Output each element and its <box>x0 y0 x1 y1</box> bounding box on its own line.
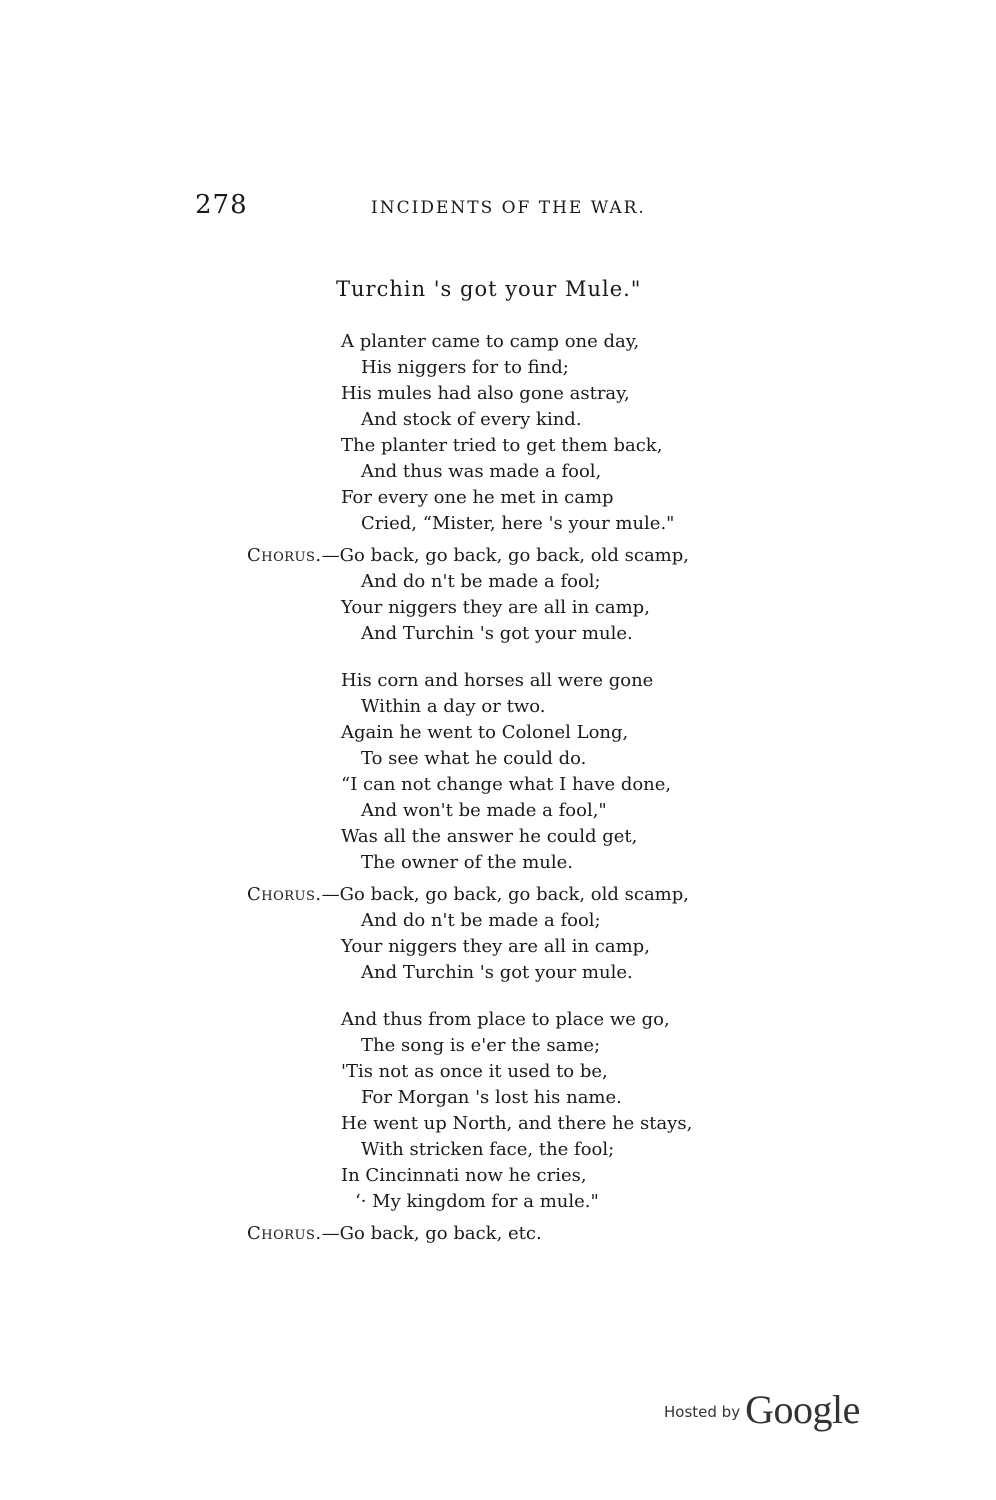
stanza-line: And stock of every kind. <box>361 409 582 430</box>
chorus-text: —Go back, go back, go back, old scamp, <box>321 545 689 566</box>
chorus-line: And do n't be made a fool; <box>361 910 601 931</box>
stanza-line: With stricken face, the fool; <box>361 1139 615 1160</box>
chorus-line: Your niggers they are all in camp, <box>341 597 650 618</box>
hosted-by-text: Hosted by <box>664 1403 741 1421</box>
stanza-line: Cried, “Mister, here 's your mule." <box>361 513 675 534</box>
stanza-line: In Cincinnati now he cries, <box>341 1165 587 1186</box>
stanza-line: The song is e'er the same; <box>361 1035 601 1056</box>
chorus-text: —Go back, go back, go back, old scamp, <box>321 884 689 905</box>
stanza-line: A planter came to camp one day, <box>341 331 640 352</box>
stanza-line: For Morgan 's lost his name. <box>361 1087 622 1108</box>
chorus-line: And Turchin 's got your mule. <box>361 962 633 983</box>
chorus-line <box>247 886 689 904</box>
stanza-line: He went up North, and there he stays, <box>341 1113 693 1134</box>
stanza-line: ‘· My kingdom for a mule." <box>355 1191 599 1212</box>
chorus-line <box>247 1225 542 1243</box>
stanza-line: The planter tried to get them back, <box>341 435 663 456</box>
chorus-line: And Turchin 's got your mule. <box>361 623 633 644</box>
chorus-label: Chorus. <box>247 884 322 905</box>
stanza-line: His corn and horses all were gone <box>341 670 654 691</box>
running-head: INCIDENTS OF THE WAR. <box>371 198 646 218</box>
stanza-line: “I can not change what I have done, <box>341 774 672 795</box>
stanza-line: His niggers for to find; <box>361 357 569 378</box>
page-number: 278 <box>195 190 248 220</box>
stanza-line: The owner of the mule. <box>361 852 574 873</box>
stanza-line: Within a day or two. <box>361 696 546 717</box>
chorus-line: And do n't be made a fool; <box>361 571 601 592</box>
google-logo: Google <box>745 1387 860 1432</box>
chorus-line <box>247 547 689 565</box>
song-title: Turchin 's got your Mule." <box>336 277 642 301</box>
chorus-label: Chorus. <box>247 545 322 566</box>
chorus-label: Chorus. <box>247 1223 322 1244</box>
stanza-line: And thus was made a fool, <box>361 461 602 482</box>
hosted-by-watermark <box>664 1386 860 1433</box>
stanza-line: His mules had also gone astray, <box>341 383 630 404</box>
stanza-line: And won't be made a fool," <box>361 800 607 821</box>
stanza-line: Again he went to Colonel Long, <box>341 722 629 743</box>
stanza-line: Was all the answer he could get, <box>341 826 638 847</box>
stanza-line: To see what he could do. <box>361 748 587 769</box>
chorus-text: —Go back, go back, etc. <box>321 1223 542 1244</box>
chorus-line: Your niggers they are all in camp, <box>341 936 650 957</box>
stanza-line: And thus from place to place we go, <box>341 1009 670 1030</box>
stanza-line: 'Tis not as once it used to be, <box>341 1061 608 1082</box>
stanza-line: For every one he met in camp <box>341 487 614 508</box>
